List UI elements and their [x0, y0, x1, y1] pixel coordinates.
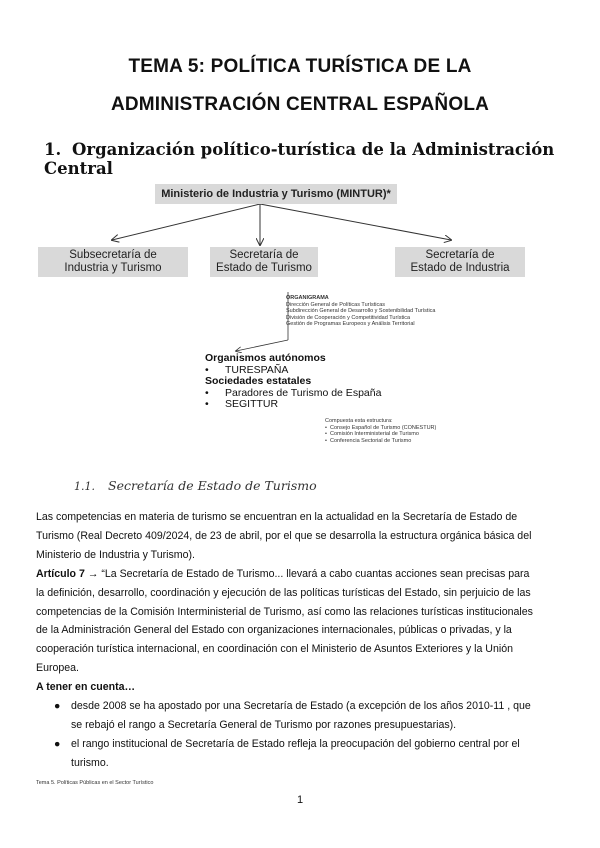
bullet-item [54, 735, 554, 773]
organigrama-item: División de Cooperación y Competitividad Turística [286, 314, 411, 321]
compuesta-item: Consejo Español de Turismo (CONESTUR) [329, 424, 437, 431]
compuesta-item: Conferencia Sectorial de Turismo [329, 437, 412, 444]
section-number: 1. [44, 140, 62, 159]
organigrama-item: Dirección General de Políticas Turísticas [286, 301, 386, 308]
estado-industria-line-1: Secretaría de [425, 249, 495, 261]
subsecretaria-line-1: Subsecretaría de [69, 249, 157, 261]
estado-turismo-line-1: Secretaría de [229, 249, 299, 261]
paragraph-line: Turismo (Real Decreto 409/2024, de 23 de abril, por el que se desarrolla la estructura orgánica básica del [36, 529, 532, 542]
paragraph-line: cooperación turística internacional, en coordinación con el Ministerio de Asuntos Exteriores y la Unión [36, 643, 513, 656]
ministerio-box: Ministerio de Industria y Turismo (MINTUR)* [155, 184, 397, 204]
page-title-line-1: TEMA 5: POLÍTICA TURÍSTICA DE LA [128, 56, 472, 77]
paragraph-line: la definición, desarrollo, coordinación y ejecución de las políticas turísticas del Estado, sin perjuicio de las [36, 586, 531, 599]
sociedades-heading: Sociedades estatales [205, 375, 312, 387]
paragraph-line: competencias de la Comisión Interministerial de Turismo, así como las relaciones turísticas institucionales [36, 605, 533, 618]
bullet-item [54, 697, 554, 735]
subsection-title: Secretaría de Estado de Turismo [108, 478, 317, 493]
organismo-item: TURESPAÑA [225, 363, 289, 376]
articulo-label: Artículo 7 [36, 568, 85, 580]
sociedad-item: Paradores de Turismo de España [225, 386, 382, 399]
paragraph-competencias [36, 508, 556, 564]
organigrama-heading: ORGANIGRAMA [286, 295, 329, 301]
bullet-line: el rango institucional de Secretaría de Estado refleja la preocupación del gobierno central por el [71, 738, 520, 750]
subsecretaria-line-2: Industria y Turismo [64, 262, 162, 274]
organismos-block: Organismos autónomos • TURESPAÑA Sociedades estatales • Paradores de Turismo de España • SEGITTUR [205, 352, 382, 410]
estado-turismo-box [210, 247, 318, 277]
arrow-to-subsecretaria [112, 204, 260, 240]
paragraph-line: de la Administración General del Estado con organizaciones internacionales, públicas o privadas, y la [36, 624, 512, 637]
estado-industria-box [395, 247, 525, 277]
sociedad-item: SEGITTUR [225, 398, 279, 410]
paragraph-articulo-7 [36, 565, 556, 678]
subsecretaria-box [38, 247, 188, 277]
articulo-arrow: → [84, 568, 102, 580]
section-title: Organización político-turística de la Administración Central [44, 140, 555, 178]
compuesta-list: Compuesta esta estructura: • Consejo Español de Turismo (CONESTUR) • Comisión Interministerial de Turismo • Conferencia Sectorial de Turismo [325, 418, 437, 444]
estado-industria-line-2: Estado de Industria [410, 262, 510, 274]
page-number: 1 [296, 794, 304, 806]
bullet-dot-icon: ● [54, 700, 61, 712]
bullet-dot-icon: ● [54, 738, 61, 750]
tener-en-cuenta-heading: A tener en cuenta… [36, 681, 136, 693]
compuesta-heading: Compuesta esta estructura: [325, 418, 393, 424]
estado-turismo-line-2: Estado de Turismo [216, 262, 312, 274]
organigrama-list [286, 295, 436, 328]
page-footer: Tema 5. Políticas Públicas en el Sector Turístico [36, 780, 154, 786]
page-title-line-2: ADMINISTRACIÓN CENTRAL ESPAÑOLA [110, 94, 490, 115]
subsection-number: 1.1. [74, 480, 95, 493]
organigrama-item: Subdirección General de Desarrollo y Sostenibilidad Turística [286, 308, 436, 315]
bullet-line: se rebajó el rango a Secretaría General de Turismo por razones presupuestarias). [71, 718, 457, 731]
paragraph-line: Europea. [36, 661, 79, 674]
organigrama-item: Gestión de Programas Europeos y Análisis Territorial [286, 321, 415, 328]
arrow-to-organismos [236, 340, 288, 351]
bullet-line: desde 2008 se ha apostado por una Secretaría de Estado (a excepción de los años 2010-11 , que [71, 700, 531, 712]
bullet-line: turismo. [71, 756, 109, 769]
subsection-heading [74, 478, 317, 493]
paragraph-line: Ministerio de Industria y Turismo). [36, 548, 195, 561]
organismos-heading: Organismos autónomos [205, 352, 326, 364]
paragraph-line: “La Secretaría de Estado de Turismo... llevará a cabo cuantas acciones sean precisas para [101, 568, 530, 580]
paragraph-line: Las competencias en materia de turismo se encuentran en la actualidad en la Secretaría de Estado de [36, 511, 518, 523]
compuesta-item: Comisión Interministerial de Turismo [329, 431, 419, 438]
arrow-to-estado-industria [260, 204, 451, 240]
